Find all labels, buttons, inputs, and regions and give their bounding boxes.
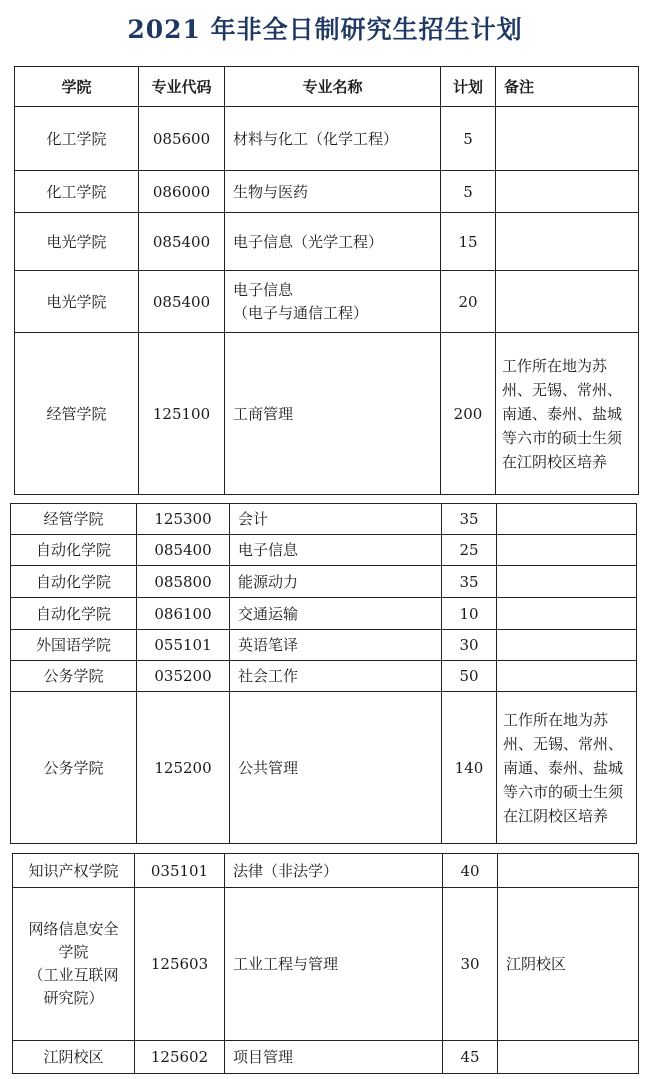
cell-code: 085800	[137, 566, 230, 598]
cell-college: 自动化学院	[11, 535, 137, 566]
enrollment-table-part-2	[10, 503, 637, 844]
cell-college-line: （工业互联网	[28, 966, 119, 984]
cell-plan: 45	[443, 1041, 498, 1074]
cell-code: 085600	[139, 107, 225, 171]
cell-code: 085400	[139, 213, 225, 271]
table-row	[15, 333, 639, 495]
cell-code: 086000	[139, 171, 225, 213]
cell-college-line: 学院	[58, 943, 89, 961]
cell-name: 生物与医药	[225, 171, 441, 213]
cell-college: 公务学院	[11, 661, 137, 692]
cell-plan: 40	[443, 854, 498, 888]
cell-note	[497, 504, 637, 535]
table-header-row	[15, 67, 639, 107]
cell-plan: 35	[442, 566, 497, 598]
cell-college: 外国语学院	[11, 630, 137, 661]
table-row	[11, 504, 637, 535]
cell-note	[497, 566, 637, 598]
table-row	[11, 598, 637, 630]
cell-name: 工业工程与管理	[225, 888, 443, 1041]
cell-name: 交通运输	[230, 598, 442, 630]
cell-plan: 10	[442, 598, 497, 630]
cell-college: 电光学院	[15, 271, 139, 333]
cell-name: 电子信息	[230, 535, 442, 566]
table-row	[15, 271, 639, 333]
cell-college: 经管学院	[11, 504, 137, 535]
cell-college: 自动化学院	[11, 566, 137, 598]
cell-plan: 20	[441, 271, 496, 333]
cell-note	[498, 854, 639, 888]
cell-plan: 5	[441, 171, 496, 213]
cell-code: 085400	[137, 535, 230, 566]
enrollment-table-part-1	[14, 66, 639, 495]
header-code: 专业代码	[139, 67, 225, 107]
enrollment-table-part-3	[12, 853, 639, 1074]
cell-plan: 15	[441, 213, 496, 271]
table-row	[15, 107, 639, 171]
cell-note	[497, 598, 637, 630]
cell-college: 化工学院	[15, 107, 139, 171]
cell-college-line: 网络信息安全	[28, 920, 119, 938]
cell-plan: 50	[442, 661, 497, 692]
cell-name: 英语笔译	[230, 630, 442, 661]
cell-plan: 200	[441, 333, 496, 495]
cell-plan: 30	[443, 888, 498, 1041]
cell-name: 公共管理	[230, 692, 442, 844]
table-row	[11, 692, 637, 844]
cell-note	[498, 1041, 639, 1074]
table-row	[15, 213, 639, 271]
cell-name: 会计	[230, 504, 442, 535]
table-row	[13, 854, 639, 888]
cell-plan: 35	[442, 504, 497, 535]
cell-code: 035101	[135, 854, 225, 888]
cell-note	[496, 271, 639, 333]
page-title: 2021 年非全日制研究生招生计划	[127, 15, 523, 44]
cell-college: 自动化学院	[11, 598, 137, 630]
cell-name: 工商管理	[225, 333, 441, 495]
cell-college: 公务学院	[11, 692, 137, 844]
cell-plan: 140	[442, 692, 497, 844]
cell-name: 项目管理	[225, 1041, 443, 1074]
cell-name: 能源动力	[230, 566, 442, 598]
header-plan: 计划	[441, 67, 496, 107]
cell-college: 经管学院	[15, 333, 139, 495]
cell-code: 085400	[139, 271, 225, 333]
cell-note	[496, 213, 639, 271]
cell-code: 086100	[137, 598, 230, 630]
cell-name: 电子信息（光学工程）	[225, 213, 441, 271]
cell-college: 电光学院	[15, 213, 139, 271]
cell-code: 125100	[139, 333, 225, 495]
cell-code: 035200	[137, 661, 230, 692]
cell-code: 055101	[137, 630, 230, 661]
table-row	[11, 661, 637, 692]
cell-code: 125200	[137, 692, 230, 844]
cell-name	[225, 271, 441, 333]
cell-note	[496, 171, 639, 213]
table-row	[15, 171, 639, 213]
cell-college: 江阴校区	[13, 1041, 135, 1074]
header-note: 备注	[496, 67, 639, 107]
cell-name-line: （电子与通信工程）	[233, 303, 369, 322]
table-row	[11, 630, 637, 661]
cell-code: 125603	[135, 888, 225, 1041]
cell-code: 125602	[135, 1041, 225, 1074]
table-row	[13, 888, 639, 1041]
cell-college: 化工学院	[15, 171, 139, 213]
header-name: 专业名称	[225, 67, 441, 107]
cell-plan: 30	[442, 630, 497, 661]
cell-note	[497, 630, 637, 661]
cell-note: 江阴校区	[498, 888, 639, 1041]
table-row	[11, 566, 637, 598]
cell-plan: 5	[441, 107, 496, 171]
cell-name: 社会工作	[230, 661, 442, 692]
table-row	[11, 535, 637, 566]
cell-college-line: 研究院）	[43, 989, 104, 1007]
cell-note	[496, 107, 639, 171]
cell-college	[13, 888, 135, 1041]
cell-note	[497, 661, 637, 692]
cell-note: 工作所在地为苏州、无锡、常州、南通、泰州、盐城等六市的硕士生须在江阴校区培养	[497, 692, 637, 844]
cell-name: 法律（非法学）	[225, 854, 443, 888]
cell-code: 125300	[137, 504, 230, 535]
table-row	[13, 1041, 639, 1074]
cell-name-line: 电子信息	[233, 280, 294, 299]
cell-college: 知识产权学院	[13, 854, 135, 888]
header-college: 学院	[15, 67, 139, 107]
cell-plan: 25	[442, 535, 497, 566]
cell-name: 材料与化工（化学工程）	[225, 107, 441, 171]
cell-note: 工作所在地为苏州、无锡、常州、南通、泰州、盐城等六市的硕士生须在江阴校区培养	[496, 333, 639, 495]
cell-note	[497, 535, 637, 566]
